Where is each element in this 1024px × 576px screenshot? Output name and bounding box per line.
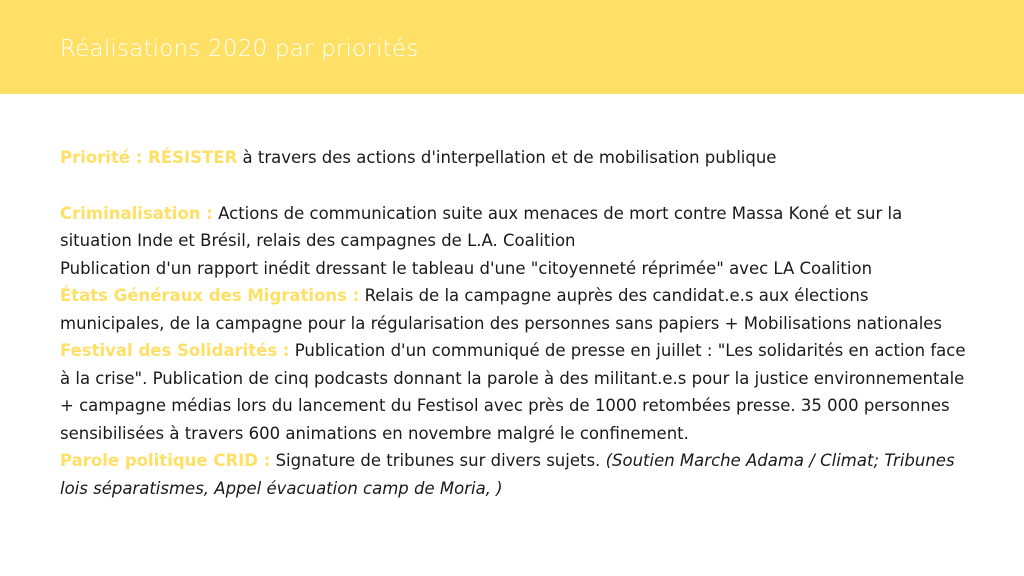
priority-text: à travers des actions d'interpellation et de mobilisation publique	[237, 148, 777, 167]
item-text: Signature de tribunes sur divers sujets.	[270, 451, 606, 470]
priority-line	[60, 144, 970, 172]
item-criminalisation-extra: Publication d'un rapport inédit dressant le tableau d'une "citoyenneté réprimée" avec LA Coalition	[60, 258, 873, 278]
item-italic-text: (Soutien Marche Adama / Climat; Tribunes lois séparatismes, Appel évacuation camp de Moria, )	[60, 451, 955, 498]
item-text: Actions de communication suite aux menaces de mort contre Massa Koné et sur la situation Inde et Brésil, relais des campagnes de L.A. Coalition	[60, 203, 903, 250]
priority-label: Priorité : RÉSISTER	[60, 148, 238, 167]
item-label: Festival des Solidarités :	[60, 341, 290, 360]
item-text: Relais de la campagne auprès des candidat.e.s aux élections municipales, de la campagne pour la régularisation des personnes sans papiers + Mobilisations nationales	[60, 286, 943, 333]
slide-header	[0, 0, 1024, 94]
item-etats-generaux	[60, 282, 970, 337]
item-label: Parole politique CRID :	[60, 451, 271, 470]
item-text: Publication d'un communiqué de presse en juillet : "Les solidarités en action face à la crise". Publication de cinq podcasts donnant la parole à des militant.e.s pour la justice environnementale + campagne médias lors du lancement du Festisol avec près de 1000 retombées presse. 35 000 personnes sensibilisées à travers 600 animations en novembre malgré le confinement.	[60, 341, 966, 443]
item-label: États Généraux des Migrations :	[60, 286, 360, 305]
item-festival-solidarites	[60, 337, 970, 447]
item-label: Criminalisation :	[60, 203, 213, 223]
slide-title: Réalisations 2020 par priorités	[60, 36, 419, 62]
item-parole-politique	[60, 447, 970, 502]
slide-content	[60, 144, 970, 502]
item-criminalisation	[60, 200, 970, 255]
